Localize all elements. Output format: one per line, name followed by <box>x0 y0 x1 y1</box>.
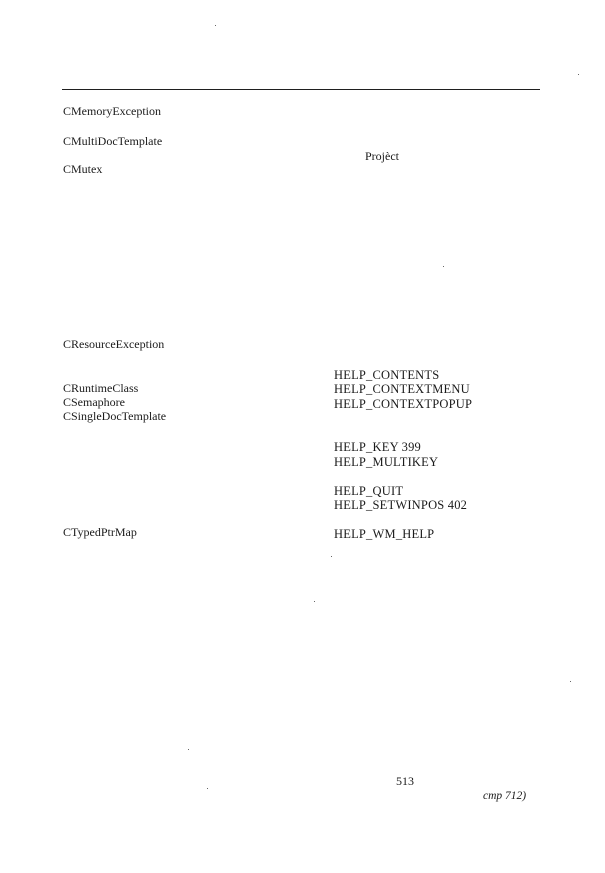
index-entry: CSemaphore <box>63 395 125 409</box>
index-entry: CResourceException <box>63 337 165 351</box>
index-entry: CTypedPtrMap <box>63 525 137 539</box>
index-entry: CSingleDocTemplate <box>63 409 167 423</box>
header-rule <box>62 89 540 90</box>
index-entry: HELP_CONTEXTPOPUP <box>334 397 473 411</box>
footer-signature: cmp 712) <box>483 790 527 802</box>
speck <box>443 266 444 267</box>
speck <box>570 681 571 682</box>
index-entry: CMutex <box>63 162 103 176</box>
speck <box>207 788 208 789</box>
index-entry: HELP_WM_HELP <box>334 527 435 541</box>
index-entry: HELP_SETWINPOS 402 <box>334 498 468 512</box>
page-number: 513 <box>396 774 414 788</box>
index-entry: CMemoryException <box>63 104 161 118</box>
index-entry: Projèct <box>365 149 399 163</box>
index-entry: HELP_CONTEXTMENU <box>334 382 470 396</box>
speck <box>578 74 579 75</box>
speck <box>331 556 332 557</box>
speck <box>188 749 189 750</box>
index-entry: HELP_MULTIKEY <box>334 455 439 469</box>
index-entry: CRuntimeClass <box>63 381 139 395</box>
speck <box>314 601 315 602</box>
index-entry: HELP_CONTENTS <box>334 368 440 382</box>
speck <box>215 25 216 26</box>
index-entry: HELP_QUIT <box>334 484 404 498</box>
index-entry: CMultiDocTemplate <box>63 134 163 148</box>
index-entry: HELP_KEY 399 <box>334 440 422 454</box>
